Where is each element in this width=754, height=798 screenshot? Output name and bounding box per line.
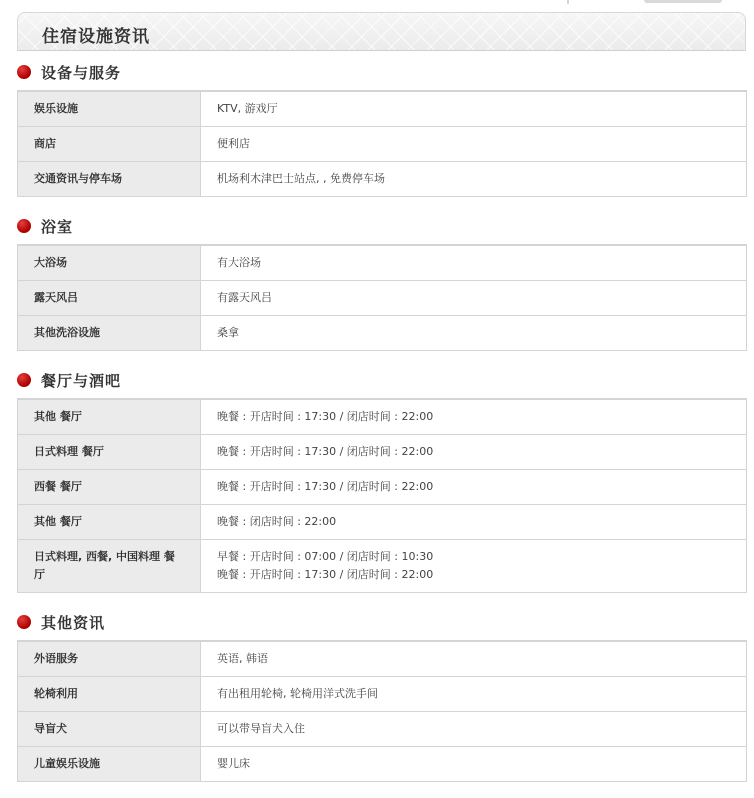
section-heading-equipment xyxy=(17,62,121,82)
table-row xyxy=(18,641,747,676)
row-value: 晚餐 : 开店时间 : 17:30 / 闭店时间 : 22:00 xyxy=(201,434,747,469)
row-label: 大浴场 xyxy=(18,245,201,280)
section-title: 设备与服务 xyxy=(41,63,122,82)
row-label: 儿童娱乐设施 xyxy=(18,746,201,781)
table-row xyxy=(18,280,747,315)
row-value: 机场利木津巴士站点, , 免费停车场 xyxy=(201,161,747,196)
table-row xyxy=(18,469,747,504)
row-value: 晚餐 : 开店时间 : 17:30 / 闭店时间 : 22:00 xyxy=(201,399,747,434)
row-label: 交通资讯与停车场 xyxy=(18,161,201,196)
table-row xyxy=(18,245,747,280)
table-row xyxy=(18,126,747,161)
row-label: 其他 餐厅 xyxy=(18,504,201,539)
table-row xyxy=(18,399,747,434)
row-label: 西餐 餐厅 xyxy=(18,469,201,504)
row-value: 英语, 韩语 xyxy=(201,641,747,676)
equipment-table xyxy=(17,90,747,197)
top-edge-tab xyxy=(644,0,722,3)
other-info-table xyxy=(17,640,747,782)
red-bullet-icon xyxy=(17,65,31,79)
top-edge-divider xyxy=(567,0,569,4)
red-bullet-icon xyxy=(17,373,31,387)
row-label: 日式料理 餐厅 xyxy=(18,434,201,469)
table-row xyxy=(18,711,747,746)
section-heading-restaurant xyxy=(17,370,121,390)
row-value: 有露天风吕 xyxy=(201,280,747,315)
red-bullet-icon xyxy=(17,219,31,233)
section-heading-bath xyxy=(17,216,73,236)
row-value: KTV, 游戏厅 xyxy=(201,91,747,126)
row-label: 外语服务 xyxy=(18,641,201,676)
row-value: 晚餐 : 闭店时间 : 22:00 xyxy=(201,504,747,539)
row-label: 露天风吕 xyxy=(18,280,201,315)
restaurant-table xyxy=(17,398,747,593)
row-label: 商店 xyxy=(18,126,201,161)
section-title: 浴室 xyxy=(41,217,74,236)
table-row xyxy=(18,504,747,539)
table-row xyxy=(18,676,747,711)
row-label: 其他洗浴设施 xyxy=(18,315,201,350)
page-title: 住宿设施资讯 xyxy=(42,27,150,47)
red-bullet-icon xyxy=(17,615,31,629)
table-row xyxy=(18,315,747,350)
table-row xyxy=(18,539,747,592)
row-value: 便利店 xyxy=(201,126,747,161)
table-row xyxy=(18,91,747,126)
row-value: 桑拿 xyxy=(201,315,747,350)
row-label: 轮椅利用 xyxy=(18,676,201,711)
table-row xyxy=(18,434,747,469)
page-header xyxy=(17,12,746,51)
section-title: 餐厅与酒吧 xyxy=(41,371,122,390)
table-row xyxy=(18,161,747,196)
row-label: 其他 餐厅 xyxy=(18,399,201,434)
row-value: 有大浴场 xyxy=(201,245,747,280)
row-value: 早餐 : 开店时间 : 07:00 / 闭店时间 : 10:30 晚餐 : 开店时间 : 17:30 / 闭店时间 : 22:00 xyxy=(201,539,747,592)
bath-table xyxy=(17,244,747,351)
row-label: 娱乐设施 xyxy=(18,91,201,126)
row-value: 晚餐 : 开店时间 : 17:30 / 闭店时间 : 22:00 xyxy=(201,469,747,504)
row-label: 日式料理, 西餐, 中国料理 餐厅 xyxy=(18,539,201,592)
row-value: 可以带导盲犬入住 xyxy=(201,711,747,746)
section-heading-other xyxy=(17,612,105,632)
table-row xyxy=(18,746,747,781)
row-value: 有出租用轮椅, 轮椅用洋式洗手间 xyxy=(201,676,747,711)
section-title: 其他资讯 xyxy=(41,613,106,632)
row-label: 导盲犬 xyxy=(18,711,201,746)
row-value: 婴儿床 xyxy=(201,746,747,781)
